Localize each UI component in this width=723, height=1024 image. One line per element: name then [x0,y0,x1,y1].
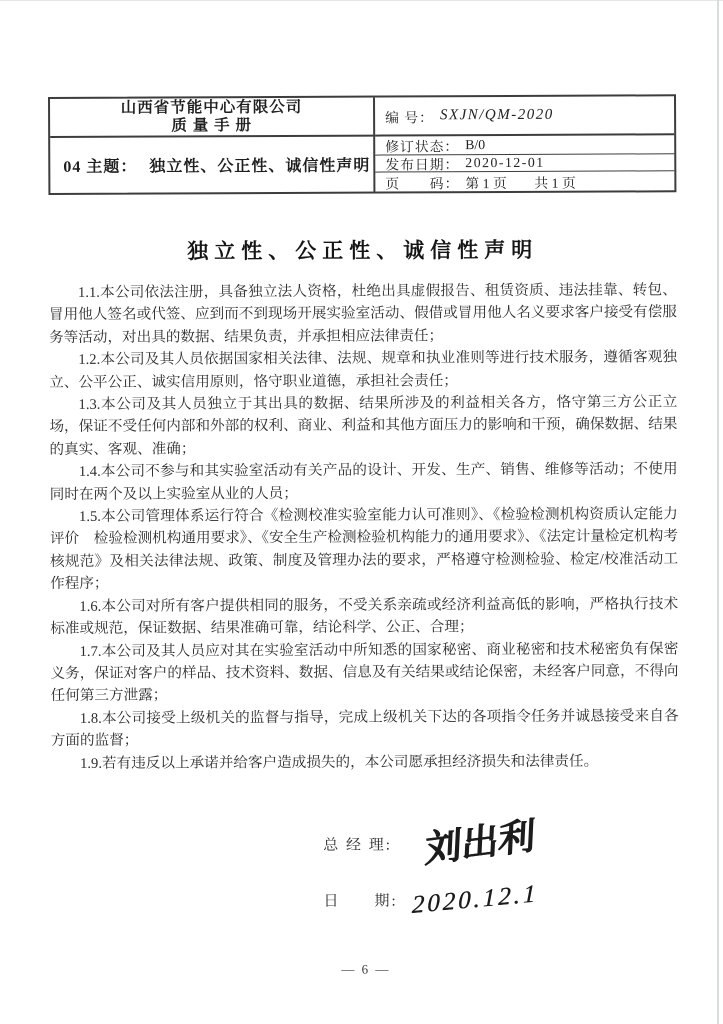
subject-cell [50,137,375,193]
header-table [48,94,676,195]
page-code-label: 页 码： [385,175,460,192]
paragraph-1-2: 1.2.本公司及其人员依据国家相关法律、法规、规章和执业准则等进行技术服务，遵循客观独立、公平公正、诚实信用原则，恪守职业道德，承担社会责任； [49,349,678,391]
scan-edge-right [717,0,719,1024]
manager-signature-row [323,816,679,872]
date-value-handwriting: 2020.12.1 [411,880,539,920]
page-content [48,94,680,979]
manager-signature-handwriting: 刘出利 [423,816,536,872]
doc-no-value: SXJN/QM-2020 [439,106,554,124]
paragraph-1-4: 1.4.本公司不参与和其实验室活动有关产品的设计、开发、生产、销售、维修等活动；不使用同时在两个及以上实验室从业的人员； [49,461,678,503]
document-title: 独立性、公正性、诚信性声明 [187,237,539,264]
subject-label: 04 主题： [63,158,138,176]
date-row [323,882,679,918]
paragraph-1-7: 1.7.本公司及其人员应对其在实验室活动中所知悉的国家秘密、商业秘密和技术秘密负有保密义务，保证对客户的样品、技术资料、数据、信息及有关结果或结论保密，未经客户同意，不得向任何第三方泄露； [50,640,679,705]
company-name: 山西省节能中心有限公司 [120,98,303,117]
revision-label: 修订状态： [385,139,460,155]
issue-date-row [375,154,674,172]
date-label: 日 期: [323,893,398,911]
paragraph-1-6: 1.6.本公司对所有客户提供相同的服务，不受关系亲疏或经济利益高低的影响，严格执行技术标准或规范，保证数据、结果准确可靠，结论科学、公正、合理； [50,595,679,638]
signature-block [323,816,679,920]
page-code-row [375,171,674,191]
paragraph-1-8: 1.8.本公司接受上级机关的监督与指导，完成上级机关下达的各项指令任务并诚恳接受来自各方面的监督； [50,707,679,750]
doc-no-row [375,96,674,136]
manual-title: 质 量 手 册 [171,116,252,134]
page-number: — 6 — [341,961,391,977]
paragraph-1-9: 1.9.若有违反以上承诺并给客户造成损失的，本公司愿承担经济损失和法律责任。 [80,753,599,772]
paragraph-1-1: 1.1.本公司依法注册，具备独立法人资格，杜绝出具虚假报告、租赁资质、违法挂靠、转包、冒用他人签名或代签、应到而不到现场开展实验室活动、假借或冒用他人名义要求客户接受有偿服务等活动，对出具的数据、结果负责，并承担相应法律责任； [48,282,677,346]
issue-date-value: 2020-12-01 [465,154,545,171]
doc-no-label: 编 号： [385,109,434,126]
company-cell [50,98,375,138]
subject-title: 独立性、公正性、诚信性声明 [149,157,371,176]
issue-date-label: 发布日期： [385,157,460,173]
paragraph-1-3: 1.3.本公司及其人员独立于其出具的数据、结果所涉及的利益相关各方，恪守第三方公正立场，保证不受任何内部和外部的权利、商业、利益和其他方面压力的影响和干预，确保数据、结果的真实、客观、准确； [49,394,678,458]
scan-edge-top [0,0,723,1]
manager-label: 总 经 理: [323,837,392,855]
declaration-body [49,279,679,775]
revision-value: B/0 [465,137,486,153]
page-code-value: 第 1 页 共 1 页 [465,175,576,191]
paragraph-1-5: 1.5.本公司管理体系运行符合《检测校准实验室能力认可准则》、《检验检测机构资质认定能力评价 检验检测机构通用要求》、《安全生产检测检验机构能力的通用要求》、《法定计量检定机构考核规范》及相关法律法规、政策、制度及管理办法的要求，严格遵守检测检验、检定/校准活动工作程序； [49,506,679,593]
